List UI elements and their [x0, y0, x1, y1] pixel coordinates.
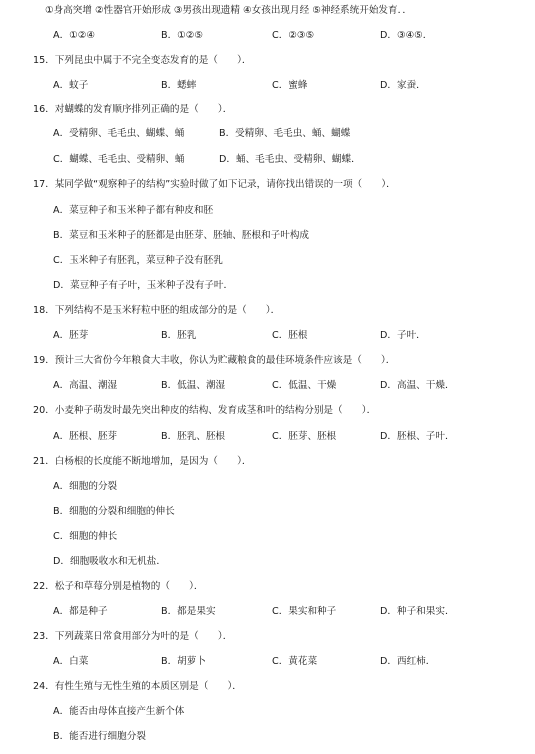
option-b: B．都是果实 [161, 606, 216, 617]
option-b: B．细胞的分裂和细胞的伸长 [53, 506, 175, 517]
option-d: D．种子和果实． [380, 606, 455, 617]
question-22-options [0, 606, 535, 618]
option-c: C．胚芽、胚根 [272, 431, 337, 442]
option-b: B．蟋蟀 [161, 80, 197, 91]
option-c: C．蜜蜂 [272, 80, 308, 91]
question-19-options [0, 380, 535, 392]
option-a: A．受精卵、毛毛虫、蝴蝶、蛹 [53, 128, 185, 139]
option-b: B．低温、潮湿 [161, 380, 226, 391]
option-c: C．蝴蝶、毛毛虫、受精卵、蛹 [53, 154, 185, 165]
question-23-stem: 23．下列蔬菜日常食用部分为叶的是（ ）． [33, 631, 233, 642]
option-c: C．低温、干燥 [272, 380, 337, 391]
option-a: A．菜豆种子和玉米种子都有种皮和胚 [53, 205, 214, 216]
option-b: B．菜豆和玉米种子的胚都是由胚芽、胚轴、胚根和子叶构成 [53, 230, 310, 241]
option-a: A．能否由母体直接产生新个体 [53, 706, 185, 717]
question-20-options [0, 431, 535, 443]
option-b: B．能否进行细胞分裂 [53, 731, 146, 742]
option-c: C．细胞的伸长 [53, 531, 118, 542]
question-17-stem: 17．某同学做“观察种子的结构”实验时做了如下记录，请你找出错误的一项（ ）． [33, 179, 396, 190]
option-d: D．细胞吸收水和无机盐． [53, 556, 166, 567]
question-16-options-row1 [0, 128, 535, 140]
question-16-stem: 16．对蝴蝶的发育顺序排列正确的是（ ）． [33, 104, 233, 115]
option-a: A．蚊子 [53, 80, 89, 91]
options-row [0, 30, 535, 42]
question-18-options [0, 330, 535, 342]
question-19-stem: 19．预计三大省份今年粮食大丰收，你认为贮藏粮食的最佳环境条件应该是（ ）． [33, 355, 396, 366]
question-23-options [0, 656, 535, 668]
question-22-stem: 22．松子和草莓分别是植物的（ ）． [33, 581, 204, 592]
option-d: D．高温、干燥． [380, 380, 455, 391]
option-d: D．家蚕． [380, 80, 426, 91]
question-15-options [0, 80, 535, 92]
option-b: B．①②⑤ [161, 30, 203, 41]
question-18-stem: 18．下列结构不是玉米籽粒中胚的组成部分的是（ ）． [33, 305, 281, 316]
option-c: C．②③⑤ [272, 30, 315, 41]
option-a: A．胚根、胚芽 [53, 431, 118, 442]
option-b: B．胡萝卜 [161, 656, 206, 667]
option-a: A．白菜 [53, 656, 89, 667]
option-b: B．胚乳 [161, 330, 197, 341]
question-24-stem: 24．有性生殖与无性生殖的本质区别是（ ）． [33, 681, 242, 692]
option-c: C．黄花菜 [272, 656, 318, 667]
question-continuation-text: ①身高突增 ②性器官开始形成 ③男孩出现遗精 ④女孩出现月经 ⑤神经系统开始发育．． [45, 5, 412, 16]
option-b: B．胚乳、胚根 [161, 431, 226, 442]
option-a: A．高温、潮湿 [53, 380, 118, 391]
option-a: A．胚芽 [53, 330, 89, 341]
question-16-options-row2 [0, 154, 535, 166]
question-20-stem: 20．小麦种子萌发时最先突出种皮的结构、发育成茎和叶的结构分别是（ ）． [33, 405, 377, 416]
option-b: B．受精卵、毛毛虫、蛹、蝴蝶 [219, 128, 351, 139]
option-d: D．蛹、毛毛虫、受精卵、蝴蝶． [219, 154, 361, 165]
question-21-stem: 21．白杨根的长度能不断地增加，是因为（ ）． [33, 456, 252, 467]
option-c: C．胚根 [272, 330, 308, 341]
option-a: A．都是种子 [53, 606, 108, 617]
option-d: D．菜豆种子有子叶，玉米种子没有子叶． [53, 280, 234, 291]
option-d: D．西红柿． [380, 656, 436, 667]
option-a: A．①②④ [53, 30, 95, 41]
question-15-stem: 15．下列昆虫中属于不完全变态发育的是（ ）． [33, 55, 252, 66]
option-c: C．玉米种子有胚乳，菜豆种子没有胚乳 [53, 255, 223, 266]
option-a: A．细胞的分裂 [53, 481, 118, 492]
option-d: D．③④⑤． [380, 30, 433, 41]
option-c: C．果实和种子 [272, 606, 337, 617]
option-d: D．胚根、子叶． [380, 431, 455, 442]
option-d: D．子叶． [380, 330, 426, 341]
